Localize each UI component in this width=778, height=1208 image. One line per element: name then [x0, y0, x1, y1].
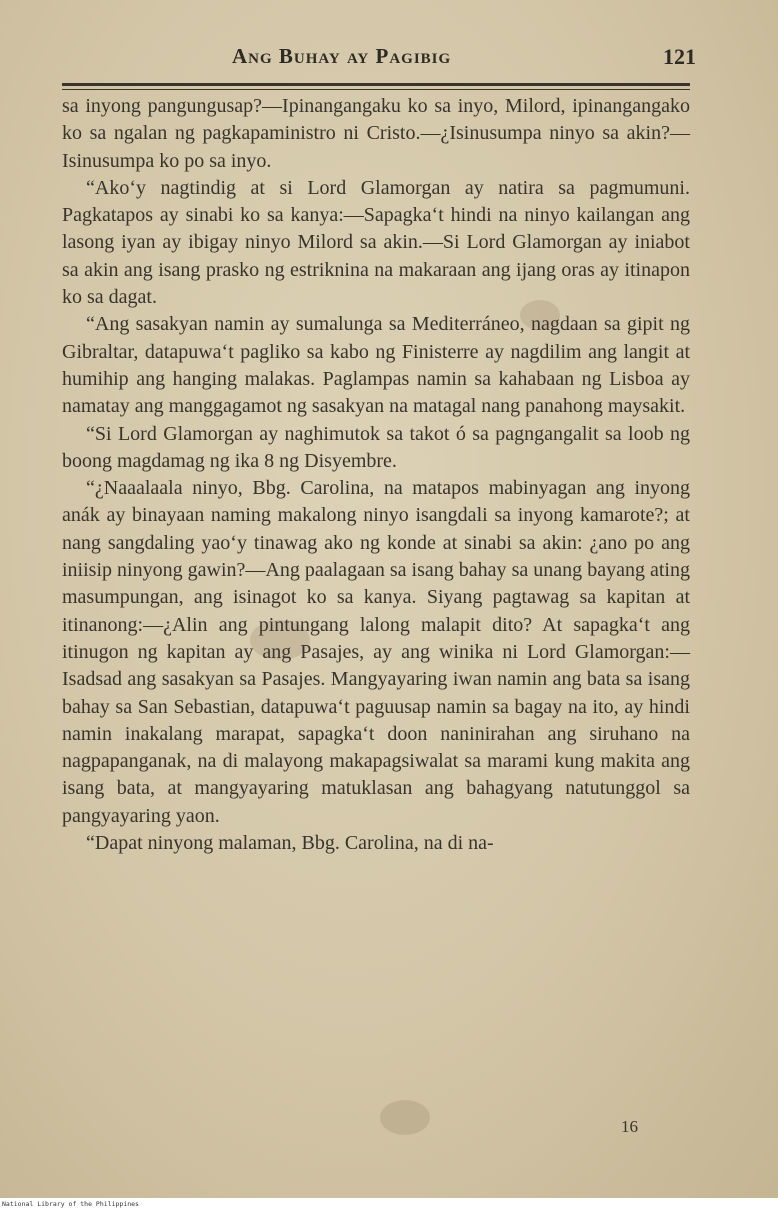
paper-stain [380, 1100, 430, 1135]
paragraph: sa inyong pangungusap?—Ipinangangaku ko sa inyo, Milord, ipinangangako ko sa ngalan ng pagkapaministro ni Cristo.—¿Isinusumpa ninyo sa akin?—Isinusumpa ko po sa inyo. [62, 95, 690, 172]
running-title: Ang Buhay ay Pagibig [232, 44, 452, 68]
paragraph: “¿Naaalaala ninyo, Bbg. Carolina, na matapos mabinyagan ang inyong anák ay binayaan naming makalong ninyo isangdali sa inyong kamarote?; at nang sangdaling yao‘y tinawag ako ng konde at sinabi sa akin: ¿ano po ang iniisip ninyong gawin?—Ang paalagaan sa isang bahay sa unang bayang ating masumpungan, ang isinagot ko sa kanya. Siyang pagtawag sa kapitan at itinanong:—¿Alin ang pintungang lalong malapit dito? At sapagka‘t ang itinugon ng kapitan ay ang Pasajes, ay ang winika ni Lord Glamorgan:—Isadsad ang sasakyan sa Pasajes. Mangyayaring iwan namin ang bata sa isang bahay sa San Sebastian, datapuwa‘t paguusap namin sa bagay na ito, ay hindi namin inakalang marapat, sapagka‘t doon naninirahan ang siruhano na nagpapanganak, na di malayong makapagsiwalat sa marami kung makita ang isang bata, at mangyayaring matuklasan ang bahagyang natutunggol sa pangyayaring yaon. [62, 477, 690, 827]
paragraph: “Ang sasakyan namin ay sumalunga sa Mediterráneo, nagdaan sa gipit ng Gibraltar, datapuwa‘t pagliko sa kabo ng Finisterre ay nagdilim ang langit at humihip ang hanging malakas. Paglampas namin sa kahabaan ng Lisboa ay namatay ang manggagamot ng sasakyan na matagal nang panahong maysakit. [62, 313, 690, 418]
header-rule-thin [62, 89, 690, 90]
footer-credit: National Library of the Philippines [2, 1200, 139, 1208]
page-header [62, 42, 696, 74]
header-rule [62, 83, 690, 86]
body-text [62, 93, 690, 857]
signature-mark: 16 [621, 1117, 638, 1136]
paragraph: “Si Lord Glamorgan ay naghimutok sa takot ó sa pagngangalit sa loob ng boong magdamag ng ika 8 ng Disyembre. [62, 422, 690, 472]
paragraph: “Ako‘y nagtindig at si Lord Glamorgan ay natira sa pagmumuni. Pagkatapos ay sinabi ko sa kanya:—Sapagka‘t hindi na ninyo kailangan ang lasong iyan ay ibigay ninyo Milord sa akin.—Si Lord Glamorgan ay iniabot sa akin ang isang prasko ng estriknina na makaraan ang ijang oras ay itinapon ko sa dagat. [62, 176, 690, 309]
paragraph: “Dapat ninyong malaman, Bbg. Carolina, na di na- [86, 832, 494, 855]
page-number: 121 [663, 44, 696, 69]
